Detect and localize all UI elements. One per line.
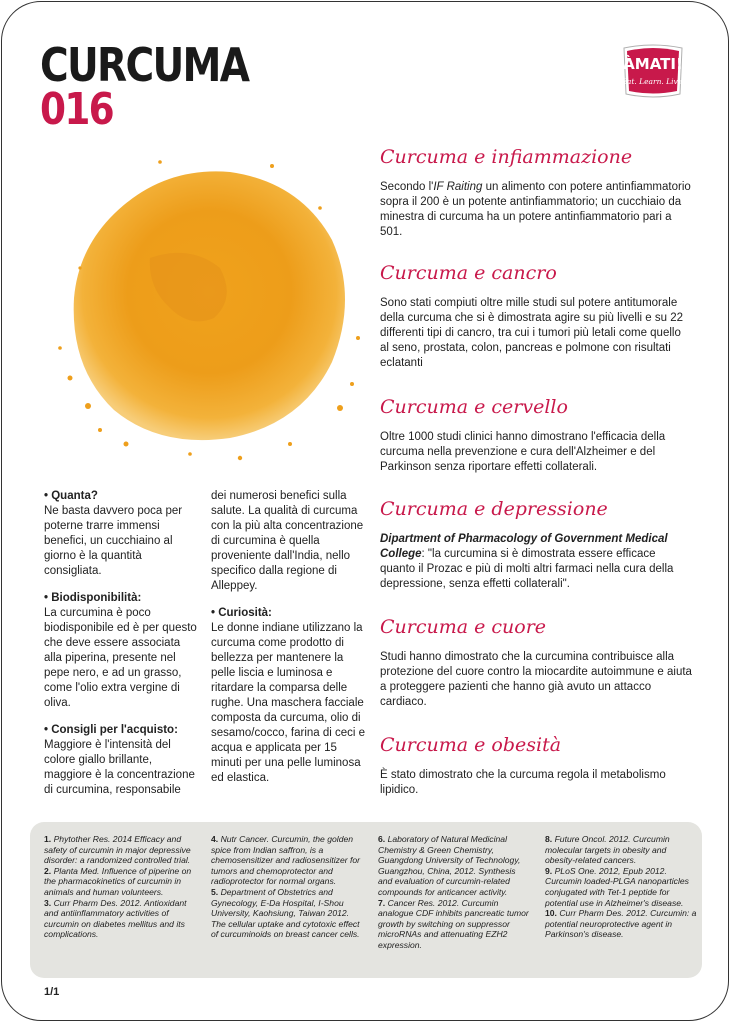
turmeric-powder-image xyxy=(40,148,370,473)
reference-item: 10. Curr Pharm Des. 2012. Curcumin: a potential neuroprotective agent in Parkinson's disease. xyxy=(545,908,697,940)
section-text: Studi hanno dimostrato che la curcumina contribuisce alla protezione del cuore contro la miocardite autoimmune e aiuta a proteggere pazienti che hanno già avuto un attacco cardiaco. xyxy=(380,651,692,708)
section-title: Curcuma e cancro xyxy=(380,262,557,284)
info-column-2 xyxy=(211,489,367,798)
info-block-curiosity: • Curiosità: Le donne indiane utilizzano la curcuma come prodotto di bellezza per mantenere la pelle liscia e luminosa e ritardare la comparsa delle rughe. Una maschera facciale composta da curcuma, olio di sesamo/cocco, farina di ceci e acqua e applicata per 15 minuti per una pelle luminosa ed elastica. xyxy=(211,607,366,784)
references-box xyxy=(30,822,702,978)
section-title: Curcuma e cuore xyxy=(380,616,547,638)
section-inflammation xyxy=(380,146,692,240)
product-code: 016 xyxy=(40,84,113,135)
reference-item: 4. Nutr Cancer. Curcumin, the golden spice from Indian saffron, is a chemosensitizer and radiosensitizer for tumors and chemoprotector and radioprotector for normal organs. xyxy=(211,834,361,887)
reference-item: 6. Laboratory of Natural Medicinal Chemistry & Green Chemistry, Guangdong University of Technology, Guangzhou, China, 2012. Synthesis and evaluation of curcumin-related compounds for anticancer activity. xyxy=(378,834,521,897)
section-brain xyxy=(380,396,692,475)
brand-logo xyxy=(618,42,688,100)
reference-item: 2. Planta Med. Influence of piperine on the pharmacokinetics of curcumin in animals and human volunteers. xyxy=(44,865,192,897)
section-text: Dipartment of Pharmacology of Government Medical College: "la curcumina si è dimostrata essere efficace quanto il Prozac e più di molti altri farmaci nella cura della depressione, senza effetti collaterali". xyxy=(380,533,674,590)
logo-wordmark: ÀMATI! xyxy=(623,55,683,73)
section-depression xyxy=(380,498,692,592)
reference-item: 5. Department of Obstetrics and Gynecology, E-Da Hospital, I-Shou University, Kaohsiung, Taiwan 2012. The cellular uptake and cytotoxic effect of curcuminoids on breast cancer cells. xyxy=(211,886,360,940)
reference-item: 1. Phytother Res. 2014 Efficacy and safety of curcumin in major depressive disorder: a randomized controlled trial. xyxy=(44,834,191,866)
section-title: Curcuma e cervello xyxy=(380,396,568,418)
section-text: È stato dimostrato che la curcuma regola il metabolismo lipidico. xyxy=(380,769,666,796)
references-column-1 xyxy=(44,834,196,940)
section-title: Curcuma e obesità xyxy=(380,734,562,756)
reference-item: 9. PLoS One. 2012, Epub 2012. Curcumin loaded-PLGA nanoparticles conjugated with Tet-1 peptide for potential use in Alzheimer's disease. xyxy=(545,865,689,908)
section-heart xyxy=(380,616,692,710)
section-title: Curcuma e infiammazione xyxy=(380,146,633,168)
info-block-buying-tips: • Consigli per l'acquisto: Maggiore è l'intensità del colore giallo brillante, maggiore è la concentrazione di curcumina, responsabile xyxy=(44,724,195,796)
section-text: Oltre 1000 studi clinici hanno dimostrano l'efficacia della curcuma nella prevenzione e cura dell'Alzheimer e del Parkinson senza riportare effetti collaterali. xyxy=(380,431,666,473)
reference-item: 7. Cancer Res. 2012. Curcumin analogue CDF inhibits pancreatic tumor growth by switching on suppressor microRNAs and attenuating EZH2 expression. xyxy=(378,897,529,950)
page-number: 1/1 xyxy=(44,986,60,998)
info-block-bioavailability: • Biodisponibilità: La curcumina è poco biodisponibile ed è per questo che deve essere associata alla piperina, presente nel pepe nero, e ad un grasso, come l'olio extra vergine di oliva. xyxy=(44,592,197,709)
reference-item: 8. Future Oncol. 2012. Curcumin molecular targets in obesity and obesity-related cancers. xyxy=(545,834,670,866)
info-block-quantity: • Quanta? Ne basta davvero poca per poterne trarre immensi benefici, un cucchiaino al giorno è la quantità consigliata. xyxy=(44,490,183,577)
section-title: Curcuma e depressione xyxy=(380,498,608,520)
section-cancer xyxy=(380,262,692,371)
logo-tagline: Eat. Learn. Live. xyxy=(621,77,685,86)
reference-item: 3. Curr Pharm Des. 2012. Antioxidant and antiinflammatory activities of curcumin on diabetes mellitus and its complications. xyxy=(44,897,187,940)
info-column-1 xyxy=(44,489,200,810)
references-column-4 xyxy=(545,834,697,940)
page-title: CURCUMA xyxy=(40,38,249,92)
references-column-2 xyxy=(211,834,363,940)
section-text: Secondo l'IF Raiting un alimento con potere antinfiammatorio sopra il 200 è un potente antinfiammatorio; un cucchiaio da minestra di curcuma ha un potere antinfiammatorio pari a 501. xyxy=(380,181,691,238)
info-block-continuation: dei numerosi benefici sulla salute. La qualità di curcuma con la più alta concentrazione di curcumina è quella proveniente dall'India, nello specifico dalla regione di Alleppey. xyxy=(211,490,364,592)
references-column-3 xyxy=(378,834,530,951)
section-obesity xyxy=(380,734,692,798)
section-text: Sono stati compiuti oltre mille studi sul potere antitumorale della curcuma che si è dimostrata agire su più livelli e su 22 differenti tipi di cancro, tra cui i tumori più letali come quello al seno, prostata, colon, pancreas e polmone con risultati eclatanti xyxy=(380,297,683,369)
